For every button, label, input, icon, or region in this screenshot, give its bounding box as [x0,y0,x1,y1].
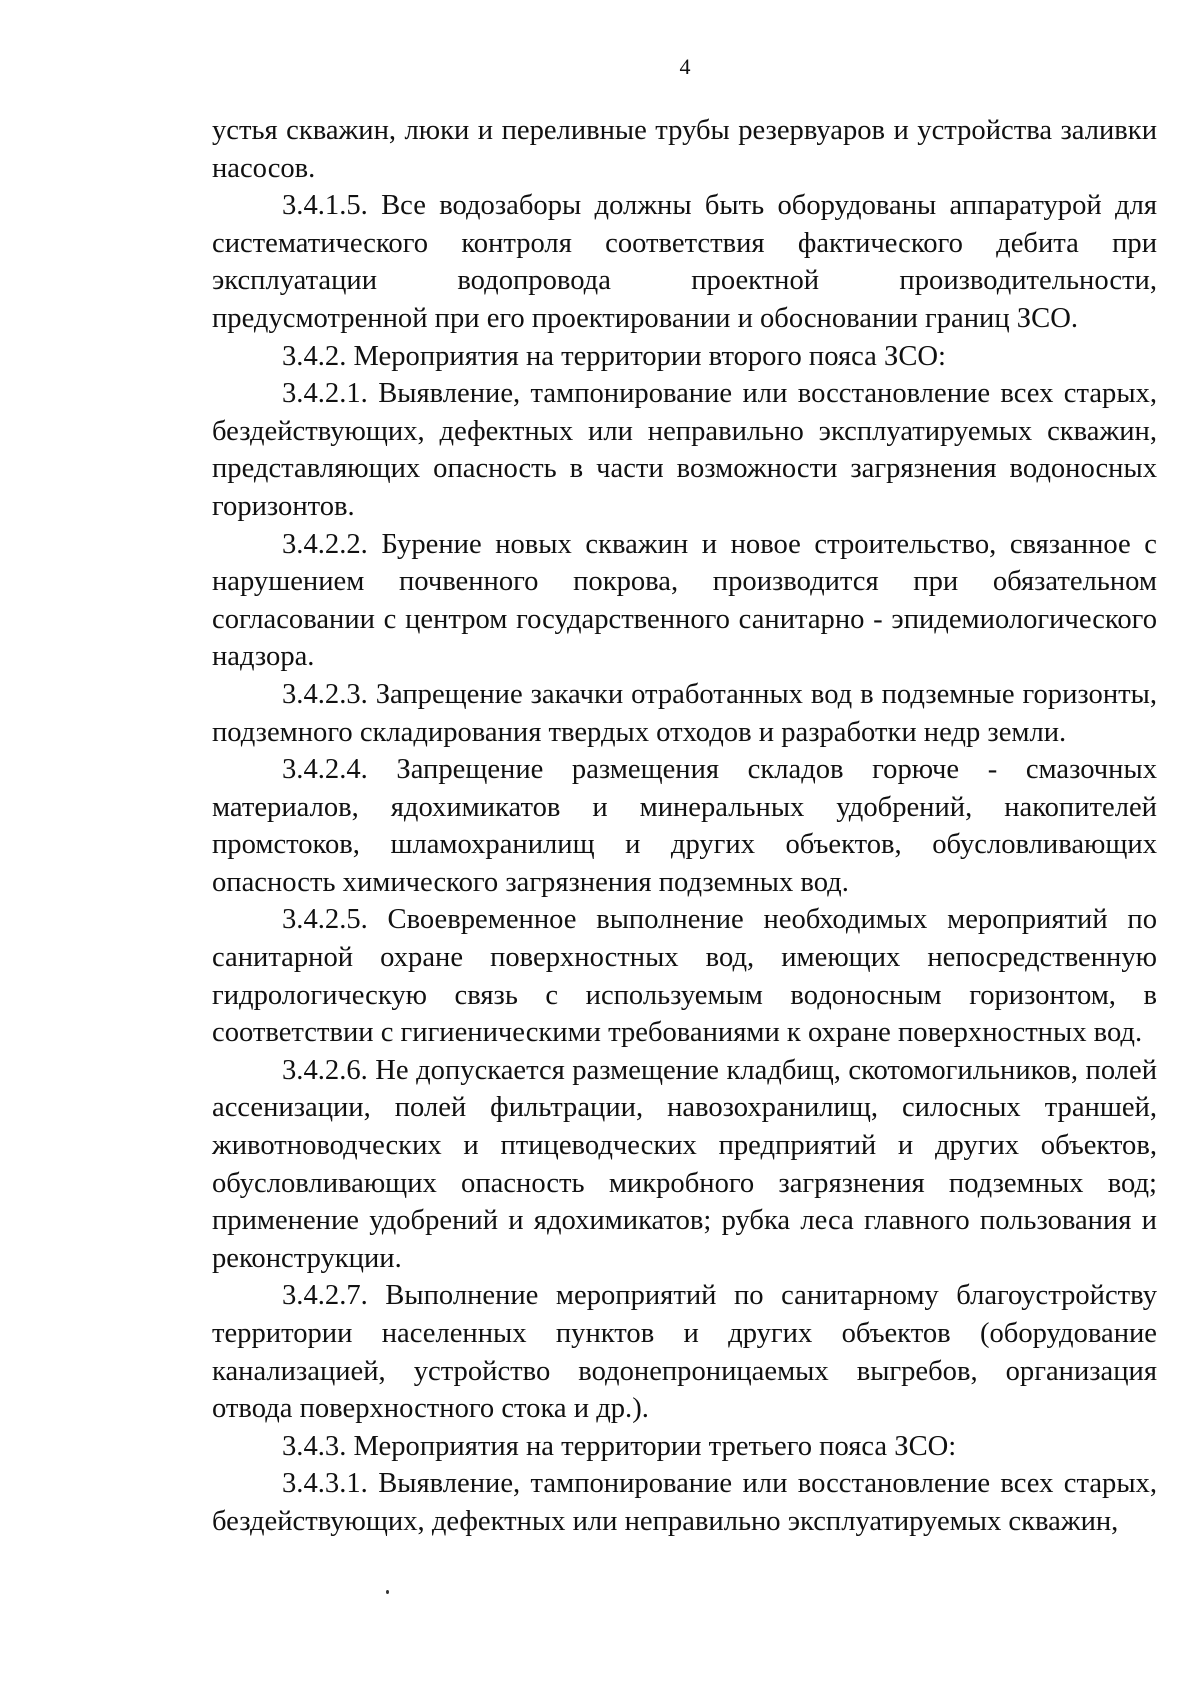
paragraph-3-4-3-1: 3.4.3.1. Выявление, тампонирование или восстановление всех старых, бездействующих, дефектных или неправильно эксплуатируемых скважин, [212,1468,1157,1537]
paragraph-3-4-2-5: 3.4.2.5. Своевременное выполнение необходимых мероприятий по санитарной охране поверхностных вод, имеющих непосредственную гидрологическую связь с используемым водоносным горизонтом, в соответствии с гигиеническими требованиями к охране поверхностных вод. [212,904,1157,1049]
page-number: 4 [679,54,691,79]
section-heading-3-4-2: 3.4.2. Мероприятия на территории второго пояса ЗСО: [282,340,946,372]
section-heading-3-4-3: 3.4.3. Мероприятия на территории третьего пояса ЗСО: [282,1430,957,1462]
paragraph-3-4-2-6: 3.4.2.6. Не допускается размещение кладбищ, скотомогильников, полей ассенизации, полей фильтрации, навозохранилищ, силосных траншей, животноводческих и птицеводческих предприятий и других объектов, обусловливающих опасность микробного загрязнения подземных вод; применение удобрений и ядохимикатов; рубка леса главного пользования и реконструкции. [212,1054,1157,1274]
paragraph-3-4-2-4: 3.4.2.4. Запрещение размещения складов горюче - смазочных материалов, ядохимикатов и минеральных удобрений, накопителей промстоков, шламохранилищ и других объектов, обусловливающих опасность химического загрязнения подземных вод. [212,754,1157,898]
paragraph-3-4-2-7: 3.4.2.7. Выполнение мероприятий по санитарному благоустройству территории населенных пунктов и других объектов (оборудование канализацией, устройство водонепроницаемых выгребов, организация отвода поверхностного стока и др.). [212,1280,1157,1425]
paragraph-continuation: устья скважин, люки и переливные трубы резервуаров и устройства заливки насосов. [212,115,1157,184]
document-body [212,112,1157,1541]
scan-speck [386,1590,389,1594]
paragraph-3-4-1-5: 3.4.1.5. Все водозаборы должны быть оборудованы аппаратурой для систематического контроля соответствия фактического дебита при эксплуатации водопровода проектной производительности, предусмотренной при его проектировании и обосновании границ ЗСО. [212,190,1157,334]
paragraph-3-4-2-3: 3.4.2.3. Запрещение закачки отработанных вод в подземные горизонты, подземного складирования твердых отходов и разработки недр земли. [212,678,1157,748]
paragraph-3-4-2-2: 3.4.2.2. Бурение новых скважин и новое строительство, связанное с нарушением почвенного покрова, производится при обязательном согласовании с центром государственного санитарно - эпидемиологического надзора. [212,528,1157,673]
paragraph-3-4-2-1: 3.4.2.1. Выявление, тампонирование или восстановление всех старых, бездействующих, дефектных или неправильно эксплуатируемых скважин, представляющих опасность в части возможности загрязнения водоносных горизонтов. [212,378,1157,522]
